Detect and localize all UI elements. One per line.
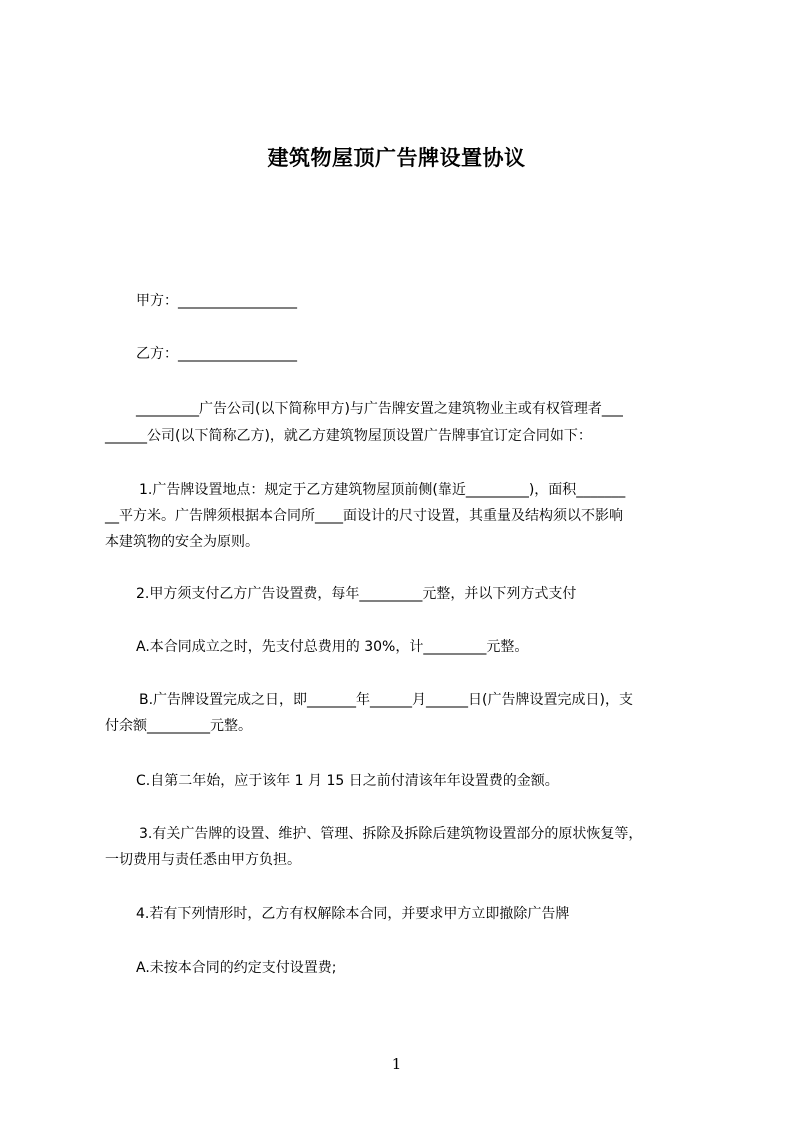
- clause2-b-line-1: B.广告牌设置完成之日，即_______年______月______日(广告牌设置完成日)，支: [139, 692, 633, 708]
- clause2-b-line-2: 付余额_________元整。: [105, 718, 252, 734]
- clause1-line-3: 本建筑物的安全为原则。: [105, 534, 259, 550]
- clause2-a-line: A.本合同成立之时，先支付总费用的 30%，计_________元整。: [136, 639, 529, 655]
- clause3-line-2: 一切费用与责任悉由甲方负担。: [105, 852, 301, 868]
- document-title: 建筑物屋顶广告牌设置协议: [267, 146, 526, 170]
- intro-line-1: _________广告公司(以下简称甲方)与广告牌安置之建筑物业主或有权管理者___: [136, 401, 623, 417]
- clause4-line: 4.若有下列情形时，乙方有权解除本合同，并要求甲方立即撤除广告牌: [136, 906, 570, 922]
- clause2-c-line: C.自第二年始，应于该年 1 月 15 日之前付清该年年设置费的金额。: [136, 773, 559, 789]
- party-a-line: 甲方：_________________: [136, 293, 297, 309]
- page-number: 1: [391, 1055, 402, 1073]
- intro-line-2: ______公司(以下简称乙方)，就乙方建筑物屋顶设置广告牌事宜订定合同如下：: [105, 428, 592, 444]
- clause1-line-2: __平方米。广告牌须根据本合同所____面设计的尺寸设置，其重量及结构须以不影响: [105, 508, 623, 524]
- clause4-a-line: A.未按本合同的约定支付设置费;: [136, 960, 337, 976]
- party-b-line: 乙方：_________________: [136, 346, 297, 362]
- clause1-line-1: 1.广告牌设置地点：规定于乙方建筑物屋顶前侧(靠近_________)，面积_______: [139, 482, 626, 498]
- clause3-line-1: 3.有关广告牌的设置、维护、管理、拆除及拆除后建筑物设置部分的原状恢复等，: [139, 826, 643, 842]
- clause2-line: 2.甲方须支付乙方广告设置费，每年_________元整，并以下列方式支付: [136, 586, 577, 602]
